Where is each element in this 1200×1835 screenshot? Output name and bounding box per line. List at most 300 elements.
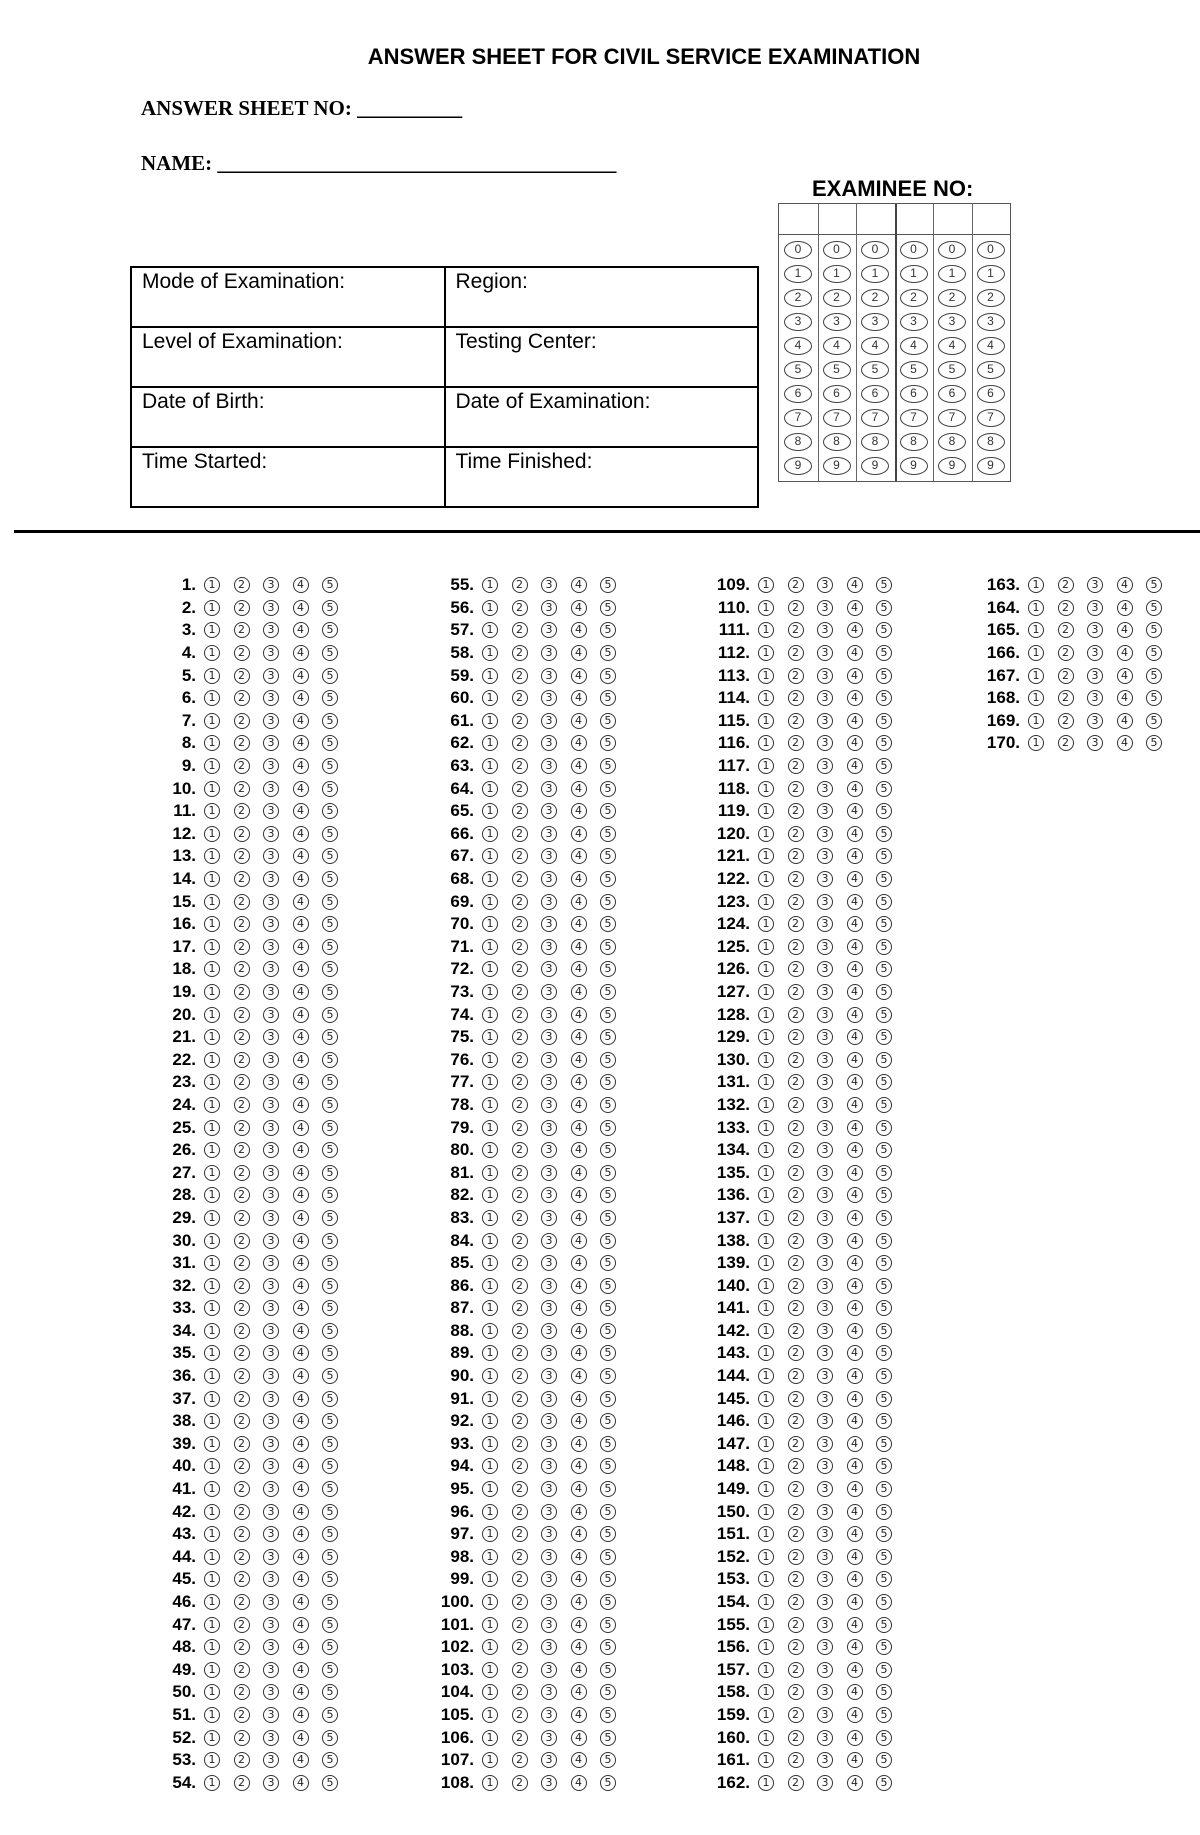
answer-bubble[interactable]: 3: [541, 1368, 557, 1384]
answer-bubble[interactable]: 2: [788, 690, 804, 706]
answer-bubble[interactable]: 1: [204, 1684, 220, 1700]
info-cell[interactable]: Mode of Examination:: [131, 267, 445, 327]
answer-bubble[interactable]: 3: [263, 1120, 279, 1136]
answer-bubble[interactable]: 2: [512, 1617, 528, 1633]
answer-bubble[interactable]: 5: [322, 1233, 338, 1249]
answer-bubble[interactable]: 2: [1058, 668, 1074, 684]
answer-bubble[interactable]: 1: [204, 1074, 220, 1090]
answer-bubble[interactable]: 4: [847, 1594, 863, 1610]
answer-bubble[interactable]: 5: [322, 1165, 338, 1181]
answer-bubble[interactable]: 3: [541, 758, 557, 774]
answer-bubble[interactable]: 2: [234, 826, 250, 842]
answer-bubble[interactable]: 5: [876, 1571, 892, 1587]
answer-bubble[interactable]: 2: [234, 1549, 250, 1565]
answer-bubble[interactable]: 5: [876, 848, 892, 864]
answer-bubble[interactable]: 3: [263, 848, 279, 864]
answer-bubble[interactable]: 4: [1117, 735, 1133, 751]
answer-bubble[interactable]: 1: [482, 577, 498, 593]
answer-bubble[interactable]: 1: [758, 645, 774, 661]
answer-bubble[interactable]: 2: [788, 1368, 804, 1384]
answer-bubble[interactable]: 5: [322, 781, 338, 797]
answer-bubble[interactable]: 4: [847, 1526, 863, 1542]
answer-bubble[interactable]: 3: [263, 735, 279, 751]
answer-bubble[interactable]: 3: [541, 1594, 557, 1610]
examinee-digit-bubble[interactable]: 5: [823, 361, 851, 379]
examinee-digit-bubble[interactable]: 8: [784, 433, 812, 451]
answer-bubble[interactable]: 3: [263, 668, 279, 684]
answer-bubble[interactable]: 4: [571, 1730, 587, 1746]
answer-bubble[interactable]: 4: [293, 1233, 309, 1249]
answer-bubble[interactable]: 1: [758, 1255, 774, 1271]
answer-bubble[interactable]: 4: [293, 1391, 309, 1407]
answer-bubble[interactable]: 5: [322, 622, 338, 638]
answer-bubble[interactable]: 4: [293, 1526, 309, 1542]
answer-bubble[interactable]: 5: [876, 781, 892, 797]
answer-bubble[interactable]: 2: [512, 1413, 528, 1429]
answer-bubble[interactable]: 3: [541, 1730, 557, 1746]
answer-bubble[interactable]: 5: [600, 1752, 616, 1768]
answer-bubble[interactable]: 1: [204, 1504, 220, 1520]
answer-bubble[interactable]: 5: [600, 1097, 616, 1113]
answer-bubble[interactable]: 3: [817, 1323, 833, 1339]
answer-bubble[interactable]: 1: [758, 1368, 774, 1384]
answer-bubble[interactable]: 3: [1087, 668, 1103, 684]
examinee-digit-bubble[interactable]: 7: [823, 409, 851, 427]
answer-bubble[interactable]: 3: [541, 1097, 557, 1113]
answer-bubble[interactable]: 4: [847, 1571, 863, 1587]
answer-bubble[interactable]: 3: [263, 1458, 279, 1474]
answer-bubble[interactable]: 5: [600, 1413, 616, 1429]
answer-bubble[interactable]: 5: [876, 1481, 892, 1497]
answer-bubble[interactable]: 3: [263, 713, 279, 729]
answer-bubble[interactable]: 1: [204, 1255, 220, 1271]
answer-bubble[interactable]: 1: [204, 1481, 220, 1497]
answer-bubble[interactable]: 4: [847, 1707, 863, 1723]
answer-bubble[interactable]: 2: [234, 1639, 250, 1655]
answer-bubble[interactable]: 2: [788, 1278, 804, 1294]
examinee-digit-bubble[interactable]: 5: [900, 361, 928, 379]
answer-bubble[interactable]: 1: [482, 1097, 498, 1113]
answer-bubble[interactable]: 2: [512, 1052, 528, 1068]
answer-bubble[interactable]: 3: [817, 1278, 833, 1294]
answer-bubble[interactable]: 4: [571, 826, 587, 842]
answer-bubble[interactable]: 3: [541, 1549, 557, 1565]
answer-bubble[interactable]: 2: [512, 916, 528, 932]
answer-bubble[interactable]: 1: [204, 645, 220, 661]
answer-bubble[interactable]: 1: [204, 735, 220, 751]
answer-bubble[interactable]: 4: [293, 1323, 309, 1339]
answer-bubble[interactable]: 3: [1087, 577, 1103, 593]
answer-bubble[interactable]: 1: [758, 1007, 774, 1023]
answer-bubble[interactable]: 1: [482, 984, 498, 1000]
answer-bubble[interactable]: 3: [541, 1210, 557, 1226]
answer-bubble[interactable]: 5: [600, 1707, 616, 1723]
answer-bubble[interactable]: 4: [571, 1345, 587, 1361]
answer-bubble[interactable]: 1: [482, 1165, 498, 1181]
answer-bubble[interactable]: 4: [847, 1639, 863, 1655]
answer-bubble[interactable]: 4: [293, 577, 309, 593]
answer-bubble[interactable]: 5: [876, 916, 892, 932]
answer-bubble[interactable]: 5: [876, 1526, 892, 1542]
answer-bubble[interactable]: 5: [876, 735, 892, 751]
answer-bubble[interactable]: 3: [541, 668, 557, 684]
answer-bubble[interactable]: 1: [204, 1278, 220, 1294]
answer-bubble[interactable]: 3: [817, 916, 833, 932]
answer-bubble[interactable]: 4: [847, 848, 863, 864]
answer-bubble[interactable]: 1: [758, 1662, 774, 1678]
answer-bubble[interactable]: 1: [482, 1368, 498, 1384]
answer-bubble[interactable]: 3: [263, 1684, 279, 1700]
answer-bubble[interactable]: 5: [600, 1187, 616, 1203]
answer-bubble[interactable]: 5: [600, 622, 616, 638]
answer-bubble[interactable]: 2: [788, 1187, 804, 1203]
answer-bubble[interactable]: 1: [758, 1233, 774, 1249]
answer-bubble[interactable]: 1: [482, 600, 498, 616]
answer-bubble[interactable]: 2: [512, 1391, 528, 1407]
answer-bubble[interactable]: 1: [482, 1617, 498, 1633]
answer-bubble[interactable]: 1: [204, 826, 220, 842]
answer-bubble[interactable]: 1: [482, 1029, 498, 1045]
answer-bubble[interactable]: 5: [600, 1074, 616, 1090]
answer-bubble[interactable]: 3: [817, 1368, 833, 1384]
answer-bubble[interactable]: 1: [482, 1345, 498, 1361]
answer-bubble[interactable]: 2: [788, 758, 804, 774]
answer-bubble[interactable]: 1: [204, 1007, 220, 1023]
answer-bubble[interactable]: 3: [541, 939, 557, 955]
answer-bubble[interactable]: 1: [482, 1594, 498, 1610]
answer-bubble[interactable]: 4: [571, 1300, 587, 1316]
answer-bubble[interactable]: 5: [322, 1345, 338, 1361]
answer-bubble[interactable]: 2: [234, 600, 250, 616]
answer-bubble[interactable]: 1: [758, 961, 774, 977]
examinee-digit-bubble[interactable]: 5: [861, 361, 889, 379]
answer-bubble[interactable]: 3: [541, 1300, 557, 1316]
answer-bubble[interactable]: 5: [876, 1752, 892, 1768]
answer-bubble[interactable]: 5: [876, 1323, 892, 1339]
answer-bubble[interactable]: 3: [263, 1639, 279, 1655]
answer-bubble[interactable]: 5: [600, 1052, 616, 1068]
answer-bubble[interactable]: 2: [234, 916, 250, 932]
answer-bubble[interactable]: 4: [293, 1504, 309, 1520]
answer-bubble[interactable]: 2: [234, 848, 250, 864]
answer-bubble[interactable]: 4: [293, 1300, 309, 1316]
answer-bubble[interactable]: 1: [204, 1707, 220, 1723]
answer-bubble[interactable]: 5: [322, 1617, 338, 1633]
answer-bubble[interactable]: 2: [512, 1707, 528, 1723]
answer-bubble[interactable]: 2: [1058, 577, 1074, 593]
answer-bubble[interactable]: 3: [817, 984, 833, 1000]
answer-bubble[interactable]: 1: [758, 713, 774, 729]
answer-bubble[interactable]: 1: [482, 781, 498, 797]
answer-bubble[interactable]: 4: [293, 1345, 309, 1361]
answer-bubble[interactable]: 1: [204, 1233, 220, 1249]
answer-bubble[interactable]: 4: [571, 1752, 587, 1768]
answer-bubble[interactable]: 4: [293, 1752, 309, 1768]
answer-bubble[interactable]: 5: [600, 984, 616, 1000]
answer-bubble[interactable]: 3: [541, 1233, 557, 1249]
answer-bubble[interactable]: 2: [234, 1662, 250, 1678]
answer-bubble[interactable]: 4: [293, 848, 309, 864]
examinee-digit-bubble[interactable]: 4: [784, 337, 812, 355]
answer-bubble[interactable]: 4: [293, 1481, 309, 1497]
answer-bubble[interactable]: 4: [847, 826, 863, 842]
answer-bubble[interactable]: 1: [204, 1458, 220, 1474]
answer-bubble[interactable]: 2: [234, 939, 250, 955]
answer-bubble[interactable]: 2: [234, 758, 250, 774]
answer-bubble[interactable]: 2: [788, 803, 804, 819]
answer-bubble[interactable]: 2: [788, 916, 804, 932]
answer-bubble[interactable]: 4: [847, 1436, 863, 1452]
answer-bubble[interactable]: 5: [876, 1594, 892, 1610]
answer-bubble[interactable]: 5: [1146, 622, 1162, 638]
answer-bubble[interactable]: 3: [263, 1594, 279, 1610]
answer-bubble[interactable]: 1: [758, 1142, 774, 1158]
answer-bubble[interactable]: 3: [263, 1278, 279, 1294]
answer-bubble[interactable]: 1: [758, 1594, 774, 1610]
answer-bubble[interactable]: 1: [482, 645, 498, 661]
answer-bubble[interactable]: 2: [234, 1300, 250, 1316]
answer-bubble[interactable]: 5: [876, 1187, 892, 1203]
answer-bubble[interactable]: 5: [600, 1571, 616, 1587]
answer-bubble[interactable]: 4: [571, 1029, 587, 1045]
answer-bubble[interactable]: 1: [204, 1300, 220, 1316]
answer-bubble[interactable]: 1: [1028, 577, 1044, 593]
answer-bubble[interactable]: 4: [847, 1549, 863, 1565]
answer-bubble[interactable]: 1: [482, 690, 498, 706]
examinee-digit-bubble[interactable]: 1: [861, 265, 889, 283]
answer-bubble[interactable]: 2: [234, 1165, 250, 1181]
answer-bubble[interactable]: 3: [263, 758, 279, 774]
answer-bubble[interactable]: 4: [293, 1458, 309, 1474]
answer-bubble[interactable]: 2: [234, 1752, 250, 1768]
answer-bubble[interactable]: 4: [847, 1323, 863, 1339]
answer-bubble[interactable]: 5: [322, 1436, 338, 1452]
examinee-digit-bubble[interactable]: 0: [977, 241, 1005, 259]
answer-bubble[interactable]: 3: [541, 1458, 557, 1474]
examinee-digit-bubble[interactable]: 6: [861, 385, 889, 403]
answer-bubble[interactable]: 2: [512, 1323, 528, 1339]
answer-bubble[interactable]: 3: [817, 781, 833, 797]
examinee-digit-bubble[interactable]: 9: [977, 457, 1005, 475]
answer-bubble[interactable]: 4: [571, 894, 587, 910]
answer-bubble[interactable]: 2: [234, 668, 250, 684]
answer-bubble[interactable]: 3: [541, 690, 557, 706]
answer-bubble[interactable]: 5: [876, 1278, 892, 1294]
answer-bubble[interactable]: 4: [847, 622, 863, 638]
answer-bubble[interactable]: 3: [541, 1391, 557, 1407]
answer-bubble[interactable]: 3: [817, 1165, 833, 1181]
answer-bubble[interactable]: 5: [322, 1458, 338, 1474]
answer-bubble[interactable]: 3: [263, 1210, 279, 1226]
answer-bubble[interactable]: 4: [1117, 690, 1133, 706]
answer-bubble[interactable]: 5: [322, 1187, 338, 1203]
answer-bubble[interactable]: 3: [817, 1775, 833, 1791]
answer-bubble[interactable]: 4: [571, 645, 587, 661]
answer-bubble[interactable]: 2: [512, 1368, 528, 1384]
answer-bubble[interactable]: 5: [600, 939, 616, 955]
answer-bubble[interactable]: 1: [758, 894, 774, 910]
answer-bubble[interactable]: 3: [263, 1142, 279, 1158]
answer-bubble[interactable]: 4: [1117, 713, 1133, 729]
examinee-digit-bubble[interactable]: 3: [938, 313, 966, 331]
answer-bubble[interactable]: 5: [876, 758, 892, 774]
answer-bubble[interactable]: 2: [788, 1007, 804, 1023]
answer-bubble[interactable]: 1: [758, 984, 774, 1000]
answer-bubble[interactable]: 3: [541, 894, 557, 910]
answer-bubble[interactable]: 1: [204, 758, 220, 774]
answer-bubble[interactable]: 4: [293, 1707, 309, 1723]
answer-bubble[interactable]: 4: [847, 1413, 863, 1429]
answer-bubble[interactable]: 1: [758, 781, 774, 797]
answer-bubble[interactable]: 3: [817, 1662, 833, 1678]
answer-bubble[interactable]: 2: [512, 1097, 528, 1113]
answer-bubble[interactable]: 3: [263, 961, 279, 977]
answer-bubble[interactable]: 4: [847, 713, 863, 729]
answer-bubble[interactable]: 4: [847, 894, 863, 910]
answer-bubble[interactable]: 4: [293, 735, 309, 751]
answer-bubble[interactable]: 3: [1087, 713, 1103, 729]
answer-bubble[interactable]: 5: [876, 1142, 892, 1158]
answer-bubble[interactable]: 4: [293, 1097, 309, 1113]
answer-bubble[interactable]: 2: [512, 668, 528, 684]
answer-bubble[interactable]: 1: [758, 600, 774, 616]
answer-bubble[interactable]: 2: [788, 1617, 804, 1633]
answer-bubble[interactable]: 4: [293, 1187, 309, 1203]
answer-bubble[interactable]: 1: [204, 1029, 220, 1045]
answer-bubble[interactable]: 5: [600, 1594, 616, 1610]
answer-bubble[interactable]: 1: [204, 1142, 220, 1158]
answer-bubble[interactable]: 1: [482, 758, 498, 774]
answer-bubble[interactable]: 2: [788, 1165, 804, 1181]
answer-bubble[interactable]: 5: [1146, 645, 1162, 661]
answer-bubble[interactable]: 4: [293, 1730, 309, 1746]
answer-bubble[interactable]: 4: [847, 1300, 863, 1316]
answer-bubble[interactable]: 3: [263, 600, 279, 616]
answer-bubble[interactable]: 1: [758, 803, 774, 819]
answer-bubble[interactable]: 5: [600, 758, 616, 774]
answer-bubble[interactable]: 3: [817, 871, 833, 887]
answer-bubble[interactable]: 1: [482, 871, 498, 887]
answer-bubble[interactable]: 5: [600, 1662, 616, 1678]
answer-bubble[interactable]: 2: [788, 735, 804, 751]
answer-bubble[interactable]: 5: [600, 1391, 616, 1407]
answer-bubble[interactable]: 3: [541, 645, 557, 661]
answer-bubble[interactable]: 2: [788, 1052, 804, 1068]
answer-bubble[interactable]: 4: [293, 894, 309, 910]
examinee-digit-bubble[interactable]: 4: [861, 337, 889, 355]
examinee-digit-bubble[interactable]: 1: [900, 265, 928, 283]
info-cell[interactable]: Date of Examination:: [445, 387, 759, 447]
answer-bubble[interactable]: 2: [788, 600, 804, 616]
answer-bubble[interactable]: 4: [847, 690, 863, 706]
answer-bubble[interactable]: 5: [876, 1255, 892, 1271]
answer-bubble[interactable]: 2: [788, 1255, 804, 1271]
answer-bubble[interactable]: 1: [482, 1662, 498, 1678]
answer-bubble[interactable]: 1: [758, 1300, 774, 1316]
answer-bubble[interactable]: 4: [293, 1413, 309, 1429]
examinee-digit-bubble[interactable]: 7: [861, 409, 889, 427]
answer-bubble[interactable]: 2: [512, 1007, 528, 1023]
answer-bubble[interactable]: 1: [482, 1052, 498, 1068]
answer-bubble[interactable]: 1: [204, 871, 220, 887]
answer-bubble[interactable]: 5: [322, 1684, 338, 1700]
answer-bubble[interactable]: 1: [204, 1571, 220, 1587]
answer-bubble[interactable]: 4: [847, 781, 863, 797]
answer-bubble[interactable]: 2: [234, 1007, 250, 1023]
answer-bubble[interactable]: 5: [322, 803, 338, 819]
answer-bubble[interactable]: 5: [600, 1684, 616, 1700]
answer-bubble[interactable]: 3: [541, 848, 557, 864]
answer-bubble[interactable]: 2: [788, 961, 804, 977]
answer-bubble[interactable]: 2: [512, 600, 528, 616]
answer-bubble[interactable]: 5: [322, 1391, 338, 1407]
answer-bubble[interactable]: 2: [234, 1142, 250, 1158]
answer-bubble[interactable]: 5: [600, 1233, 616, 1249]
answer-bubble[interactable]: 2: [234, 871, 250, 887]
answer-bubble[interactable]: 1: [758, 1617, 774, 1633]
answer-bubble[interactable]: 1: [204, 713, 220, 729]
answer-bubble[interactable]: 5: [322, 1074, 338, 1090]
examinee-digit-bubble[interactable]: 4: [938, 337, 966, 355]
answer-bubble[interactable]: 3: [263, 803, 279, 819]
answer-bubble[interactable]: 3: [1087, 735, 1103, 751]
answer-bubble[interactable]: 2: [512, 1142, 528, 1158]
answer-bubble[interactable]: 3: [263, 1165, 279, 1181]
answer-bubble[interactable]: 3: [817, 1707, 833, 1723]
answer-bubble[interactable]: 2: [234, 1684, 250, 1700]
answer-bubble[interactable]: 4: [847, 1730, 863, 1746]
answer-bubble[interactable]: 5: [600, 668, 616, 684]
answer-bubble[interactable]: 2: [512, 803, 528, 819]
answer-bubble[interactable]: 2: [1058, 645, 1074, 661]
answer-bubble[interactable]: 1: [482, 1526, 498, 1542]
answer-bubble[interactable]: 2: [234, 1707, 250, 1723]
examinee-digit-bubble[interactable]: 7: [784, 409, 812, 427]
answer-bubble[interactable]: 5: [876, 1165, 892, 1181]
answer-bubble[interactable]: 5: [322, 1549, 338, 1565]
answer-bubble[interactable]: 2: [234, 577, 250, 593]
answer-bubble[interactable]: 5: [600, 735, 616, 751]
answer-bubble[interactable]: 1: [758, 1413, 774, 1429]
answer-bubble[interactable]: 3: [263, 1526, 279, 1542]
examinee-digit-bubble[interactable]: 0: [900, 241, 928, 259]
answer-bubble[interactable]: 2: [234, 1504, 250, 1520]
answer-bubble[interactable]: 1: [482, 1120, 498, 1136]
answer-bubble[interactable]: 3: [1087, 622, 1103, 638]
answer-bubble[interactable]: 3: [817, 1481, 833, 1497]
answer-bubble[interactable]: 3: [541, 1345, 557, 1361]
answer-bubble[interactable]: 5: [322, 668, 338, 684]
answer-bubble[interactable]: 1: [758, 1029, 774, 1045]
answer-bubble[interactable]: 5: [876, 1300, 892, 1316]
answer-bubble[interactable]: 3: [541, 1255, 557, 1271]
answer-bubble[interactable]: 3: [817, 668, 833, 684]
examinee-digit-bubble[interactable]: 6: [938, 385, 966, 403]
examinee-digit-bubble[interactable]: 7: [938, 409, 966, 427]
answer-bubble[interactable]: 3: [263, 1255, 279, 1271]
answer-bubble[interactable]: 2: [788, 894, 804, 910]
answer-bubble[interactable]: 2: [788, 622, 804, 638]
answer-bubble[interactable]: 5: [600, 1368, 616, 1384]
answer-bubble[interactable]: 3: [817, 1345, 833, 1361]
answer-bubble[interactable]: 1: [204, 803, 220, 819]
answer-bubble[interactable]: 2: [234, 1481, 250, 1497]
answer-bubble[interactable]: 1: [204, 781, 220, 797]
answer-bubble[interactable]: 2: [512, 690, 528, 706]
answer-bubble[interactable]: 5: [876, 1458, 892, 1474]
answer-bubble[interactable]: 4: [293, 939, 309, 955]
answer-bubble[interactable]: 5: [322, 1594, 338, 1610]
